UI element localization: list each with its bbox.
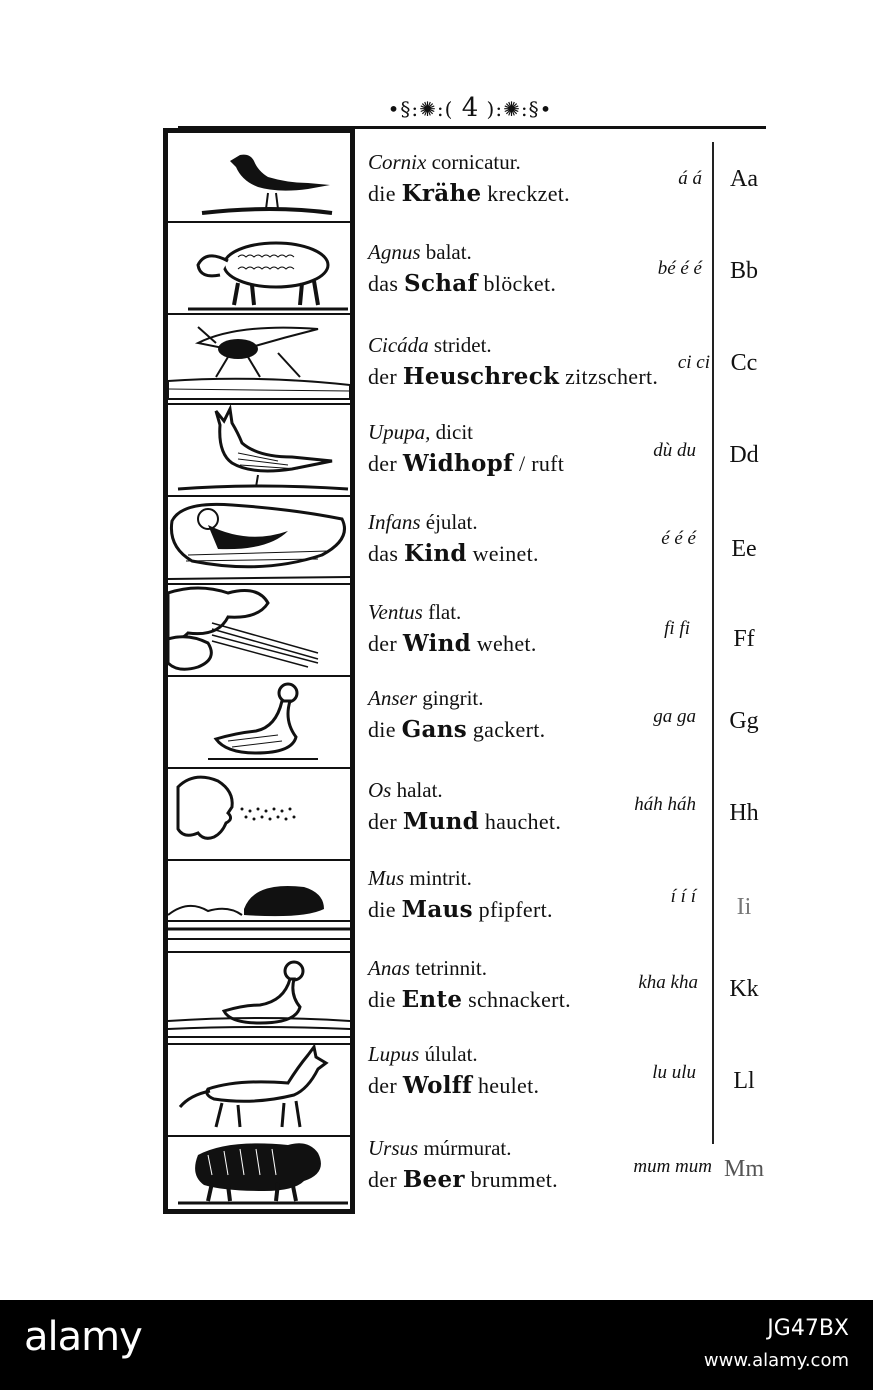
goose-icon [168, 675, 350, 769]
sound-syllables: kha kha [638, 972, 698, 993]
german-verb: gackert. [472, 717, 546, 742]
alphabet-letter: Bb [729, 258, 758, 284]
german-verb: / ruft [519, 451, 565, 476]
german-noun: Mund [402, 808, 479, 835]
watermark-url: www.alamy.com [703, 1350, 849, 1371]
german-line [368, 450, 564, 477]
german-verb: heulet. [477, 1073, 540, 1098]
sound-syllables: dù du [653, 440, 696, 461]
latin-verb: éjulat. [425, 510, 478, 534]
german-article: die [368, 717, 396, 742]
latin-noun: Ventus [368, 600, 423, 624]
entry-row [368, 956, 708, 1040]
german-noun: Krähe [401, 180, 482, 207]
german-article: der [368, 631, 397, 656]
grasshopper-icon [168, 313, 350, 405]
sound-syllables: fi fi [664, 618, 690, 639]
german-noun: Gans [401, 716, 468, 743]
german-noun: Wolff [402, 1072, 473, 1099]
alphabet-letter: Dd [729, 442, 759, 468]
alphabet-letter: Ee [731, 536, 757, 562]
german-verb: hauchet. [484, 809, 562, 834]
german-noun: Maus [401, 896, 473, 923]
entry-row [368, 333, 708, 417]
entry-row [368, 510, 708, 594]
german-line [368, 180, 570, 207]
german-line [368, 896, 553, 923]
german-line [368, 540, 539, 567]
sound-syllables: é é é [661, 528, 696, 549]
german-article: das [368, 541, 399, 566]
entry-row [368, 866, 708, 950]
german-article: der [368, 451, 397, 476]
sound-syllables: bé é é [657, 258, 702, 279]
latin-line [368, 420, 473, 445]
latin-line [368, 956, 487, 981]
watermark-brand: alamy [24, 1314, 142, 1360]
infant-icon [168, 495, 350, 585]
entry-row [368, 150, 708, 234]
mouse-icon [168, 859, 350, 953]
german-article: der [368, 1073, 397, 1098]
latin-noun: Upupa, [368, 420, 431, 444]
german-line [368, 808, 561, 835]
german-line [368, 270, 556, 297]
entry-row [368, 1136, 708, 1220]
page-header [310, 88, 630, 128]
german-noun: Heuschreck [402, 363, 560, 390]
latin-noun: Ursus [368, 1136, 419, 1160]
latin-verb: halat. [396, 778, 443, 802]
wind-cloud-icon [168, 583, 350, 677]
entry-row [368, 778, 708, 862]
latin-noun: Agnus [368, 240, 421, 264]
latin-verb: múrmurat. [423, 1136, 512, 1160]
german-verb: blöcket. [483, 271, 557, 296]
latin-noun: Cicáda [368, 333, 429, 357]
latin-line [368, 1042, 478, 1067]
entry-row [368, 600, 708, 684]
picture-column [163, 128, 355, 1214]
alphabet-letter: Aa [730, 166, 758, 192]
german-verb: weinet. [472, 541, 539, 566]
latin-verb: dicit [435, 420, 473, 444]
ornament-left: •§:✺:( [387, 97, 454, 121]
german-article: der [368, 1167, 397, 1192]
sound-syllables: ga ga [653, 706, 696, 727]
letter-column-divider [712, 142, 714, 1144]
entry-row [368, 1042, 708, 1126]
german-verb: wehet. [476, 631, 537, 656]
german-article: der [368, 364, 397, 389]
german-article: das [368, 271, 399, 296]
mouth-breath-icon [168, 767, 350, 861]
alphabet-letter: Kk [729, 976, 759, 1002]
sound-syllables: háh háh [634, 794, 696, 815]
alphabet-letter: Mm [723, 1156, 764, 1182]
latin-line [368, 686, 484, 711]
alphabet-letter: Ii [736, 894, 752, 920]
german-article: der [368, 809, 397, 834]
entry-row [368, 686, 708, 770]
german-line [368, 716, 545, 743]
latin-verb: mintrit. [409, 866, 472, 890]
latin-noun: Anser [368, 686, 417, 710]
page-number: 4 [461, 93, 479, 123]
entry-row [368, 420, 708, 504]
latin-line [368, 150, 521, 175]
german-noun: Beer [402, 1166, 465, 1193]
german-line [368, 630, 537, 657]
german-verb: zitzschert. [565, 364, 659, 389]
latin-verb: gingrit. [422, 686, 484, 710]
stock-watermark-bar [0, 1300, 873, 1390]
latin-verb: tetrinnit. [415, 956, 487, 980]
entry-row [368, 240, 708, 324]
duck-icon [168, 951, 350, 1045]
german-article: die [368, 987, 396, 1012]
latin-line [368, 510, 478, 535]
latin-line [368, 866, 472, 891]
latin-noun: Cornix [368, 150, 427, 174]
latin-noun: Anas [368, 956, 410, 980]
german-line [368, 1072, 539, 1099]
german-verb: pfipfert. [478, 897, 553, 922]
german-verb: schnackert. [468, 987, 571, 1012]
ornament-right: ):✺:§• [486, 97, 553, 121]
alphabet-letter: Cc [730, 350, 758, 376]
alphabet-letter: Ff [733, 626, 755, 652]
german-noun: Ente [401, 986, 463, 1013]
german-noun: Wind [402, 630, 471, 657]
german-noun: Kind [404, 540, 467, 567]
alphabet-letter: Gg [729, 708, 759, 734]
german-line [368, 1166, 558, 1193]
latin-verb: flat. [428, 600, 462, 624]
latin-verb: stridet. [433, 333, 492, 357]
sound-syllables: lu ulu [652, 1062, 696, 1083]
latin-noun: Os [368, 778, 392, 802]
german-verb: brummet. [470, 1167, 558, 1192]
german-article: die [368, 181, 396, 206]
latin-line [368, 1136, 512, 1161]
latin-noun: Mus [368, 866, 405, 890]
bear-icon [168, 1135, 350, 1209]
watermark-code: JG47BX [767, 1316, 849, 1341]
latin-verb: cornicatur. [431, 150, 521, 174]
german-line [368, 986, 571, 1013]
sound-syllables: í í í [670, 886, 696, 907]
latin-noun: Infans [368, 510, 421, 534]
lamb-icon [168, 221, 350, 315]
alphabet-letter: Hh [729, 800, 759, 826]
sound-syllables: mum mum [633, 1156, 712, 1177]
german-line [368, 363, 658, 390]
german-noun: Widhopf [402, 450, 514, 477]
latin-verb: úlulat. [424, 1042, 478, 1066]
latin-line [368, 600, 461, 625]
german-noun: Schaf [404, 270, 478, 297]
wolf-icon [168, 1043, 350, 1137]
hoopoe-icon [168, 403, 350, 497]
german-verb: kreckzet. [487, 181, 570, 206]
german-article: die [368, 897, 396, 922]
latin-noun: Lupus [368, 1042, 420, 1066]
alphabet-letter: Ll [733, 1068, 755, 1094]
crow-icon [168, 133, 350, 223]
latin-line [368, 240, 472, 265]
latin-line [368, 778, 443, 803]
latin-verb: balat. [425, 240, 472, 264]
latin-line [368, 333, 492, 358]
sound-syllables: ci ci [677, 352, 710, 373]
sound-syllables: á á [678, 168, 702, 189]
